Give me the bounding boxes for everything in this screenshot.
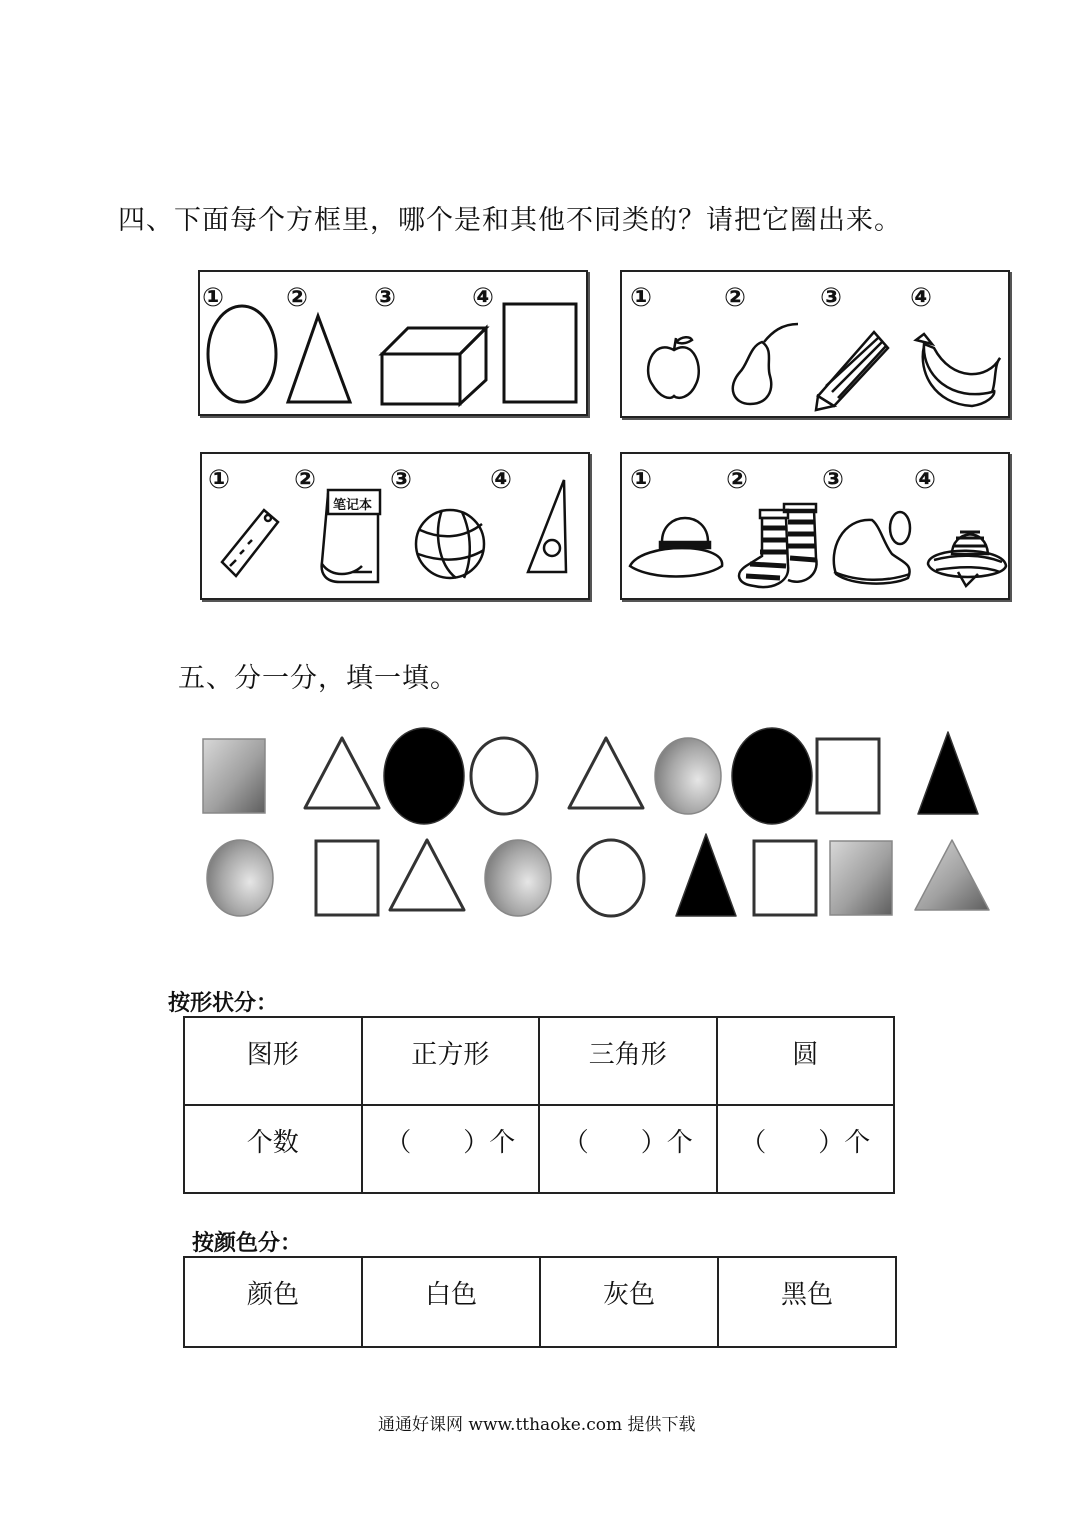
label-1: ① [202, 283, 225, 313]
rectangle-icon[interactable] [504, 304, 576, 402]
header-white: 白色 [362, 1257, 540, 1347]
cuboid-icon[interactable] [382, 328, 486, 404]
label-3: ③ [374, 283, 397, 313]
white-triangle-icon [305, 738, 379, 808]
brim-hat-icon[interactable] [630, 518, 722, 577]
odd-one-out-box-4 [620, 452, 1010, 600]
footer-text: 通通好课网 www.tthaoke.com 提供下载 [378, 1415, 696, 1435]
odd-one-out-box-2 [620, 270, 1010, 418]
by-color-table [183, 1256, 897, 1348]
notebook-icon[interactable] [322, 490, 380, 582]
label-1: ① [630, 283, 653, 313]
gray-circle-icon [485, 840, 551, 916]
straw-hat-icon[interactable] [928, 532, 1006, 586]
header-gray: 灰色 [540, 1257, 718, 1347]
banana-icon[interactable] [916, 334, 1000, 406]
white-circle-icon [578, 840, 644, 916]
circle-count-blank[interactable]: （ ）个 [717, 1105, 895, 1193]
label-3: ③ [390, 465, 413, 495]
white-square-icon [817, 739, 879, 813]
black-circle-icon [732, 728, 812, 824]
header-shape: 图形 [184, 1017, 362, 1105]
shapes-area [196, 716, 1006, 926]
label-2: ② [286, 283, 309, 313]
gray-circle-icon [655, 738, 721, 814]
black-triangle-icon [676, 834, 736, 916]
odd-one-out-box-1 [198, 270, 588, 416]
black-triangle-icon [918, 732, 978, 814]
label-4: ④ [472, 283, 495, 313]
triangle-icon[interactable] [288, 316, 350, 402]
by-color-label: 按颜色分： [192, 1231, 303, 1256]
ruler-icon[interactable] [222, 510, 278, 576]
section4-title: 四、下面每个方框里，哪个是和其他不同类的？请把它圈出来。 [118, 205, 902, 236]
label-2: ② [724, 283, 747, 313]
gray-square-icon [830, 841, 892, 915]
white-square-icon [316, 841, 378, 915]
odd-one-out-box-3 [200, 452, 590, 600]
label-2: ② [294, 465, 317, 495]
apple-icon[interactable] [648, 337, 699, 398]
set-square-icon[interactable] [528, 480, 566, 572]
pencil-icon[interactable] [816, 332, 888, 410]
header-triangle: 三角形 [539, 1017, 717, 1105]
header-square: 正方形 [362, 1017, 540, 1105]
white-square-icon [754, 841, 816, 915]
header-color: 颜色 [184, 1257, 362, 1347]
white-triangle-icon [569, 738, 643, 808]
knit-cap-icon[interactable] [834, 512, 910, 584]
label-3: ③ [822, 465, 845, 495]
label-2: ② [726, 465, 749, 495]
notebook-text: 笔记本 [333, 498, 373, 513]
white-circle-icon [471, 738, 537, 814]
gray-circle-icon [207, 840, 273, 916]
label-1: ① [208, 465, 231, 495]
socks-icon[interactable] [739, 504, 817, 587]
gray-square-icon [203, 739, 265, 813]
label-4: ④ [914, 465, 937, 495]
section5-title: 五、分一分，填一填。 [178, 663, 458, 694]
gray-triangle-icon [915, 840, 989, 910]
square-count-blank[interactable]: （ ）个 [362, 1105, 540, 1193]
triangle-count-blank[interactable]: （ ）个 [539, 1105, 717, 1193]
label-4: ④ [910, 283, 933, 313]
by-shape-table [183, 1016, 895, 1194]
ball-icon[interactable] [416, 510, 484, 578]
white-triangle-icon [390, 840, 464, 910]
label-3: ③ [820, 283, 843, 313]
label-4: ④ [490, 465, 513, 495]
count-label: 个数 [184, 1105, 362, 1193]
oval-icon[interactable] [208, 306, 276, 402]
label-1: ① [630, 465, 653, 495]
by-shape-label: 按形状分： [168, 991, 279, 1016]
black-circle-icon [384, 728, 464, 824]
header-black: 黑色 [718, 1257, 896, 1347]
pear-icon[interactable] [733, 324, 798, 404]
header-circle: 圆 [717, 1017, 895, 1105]
